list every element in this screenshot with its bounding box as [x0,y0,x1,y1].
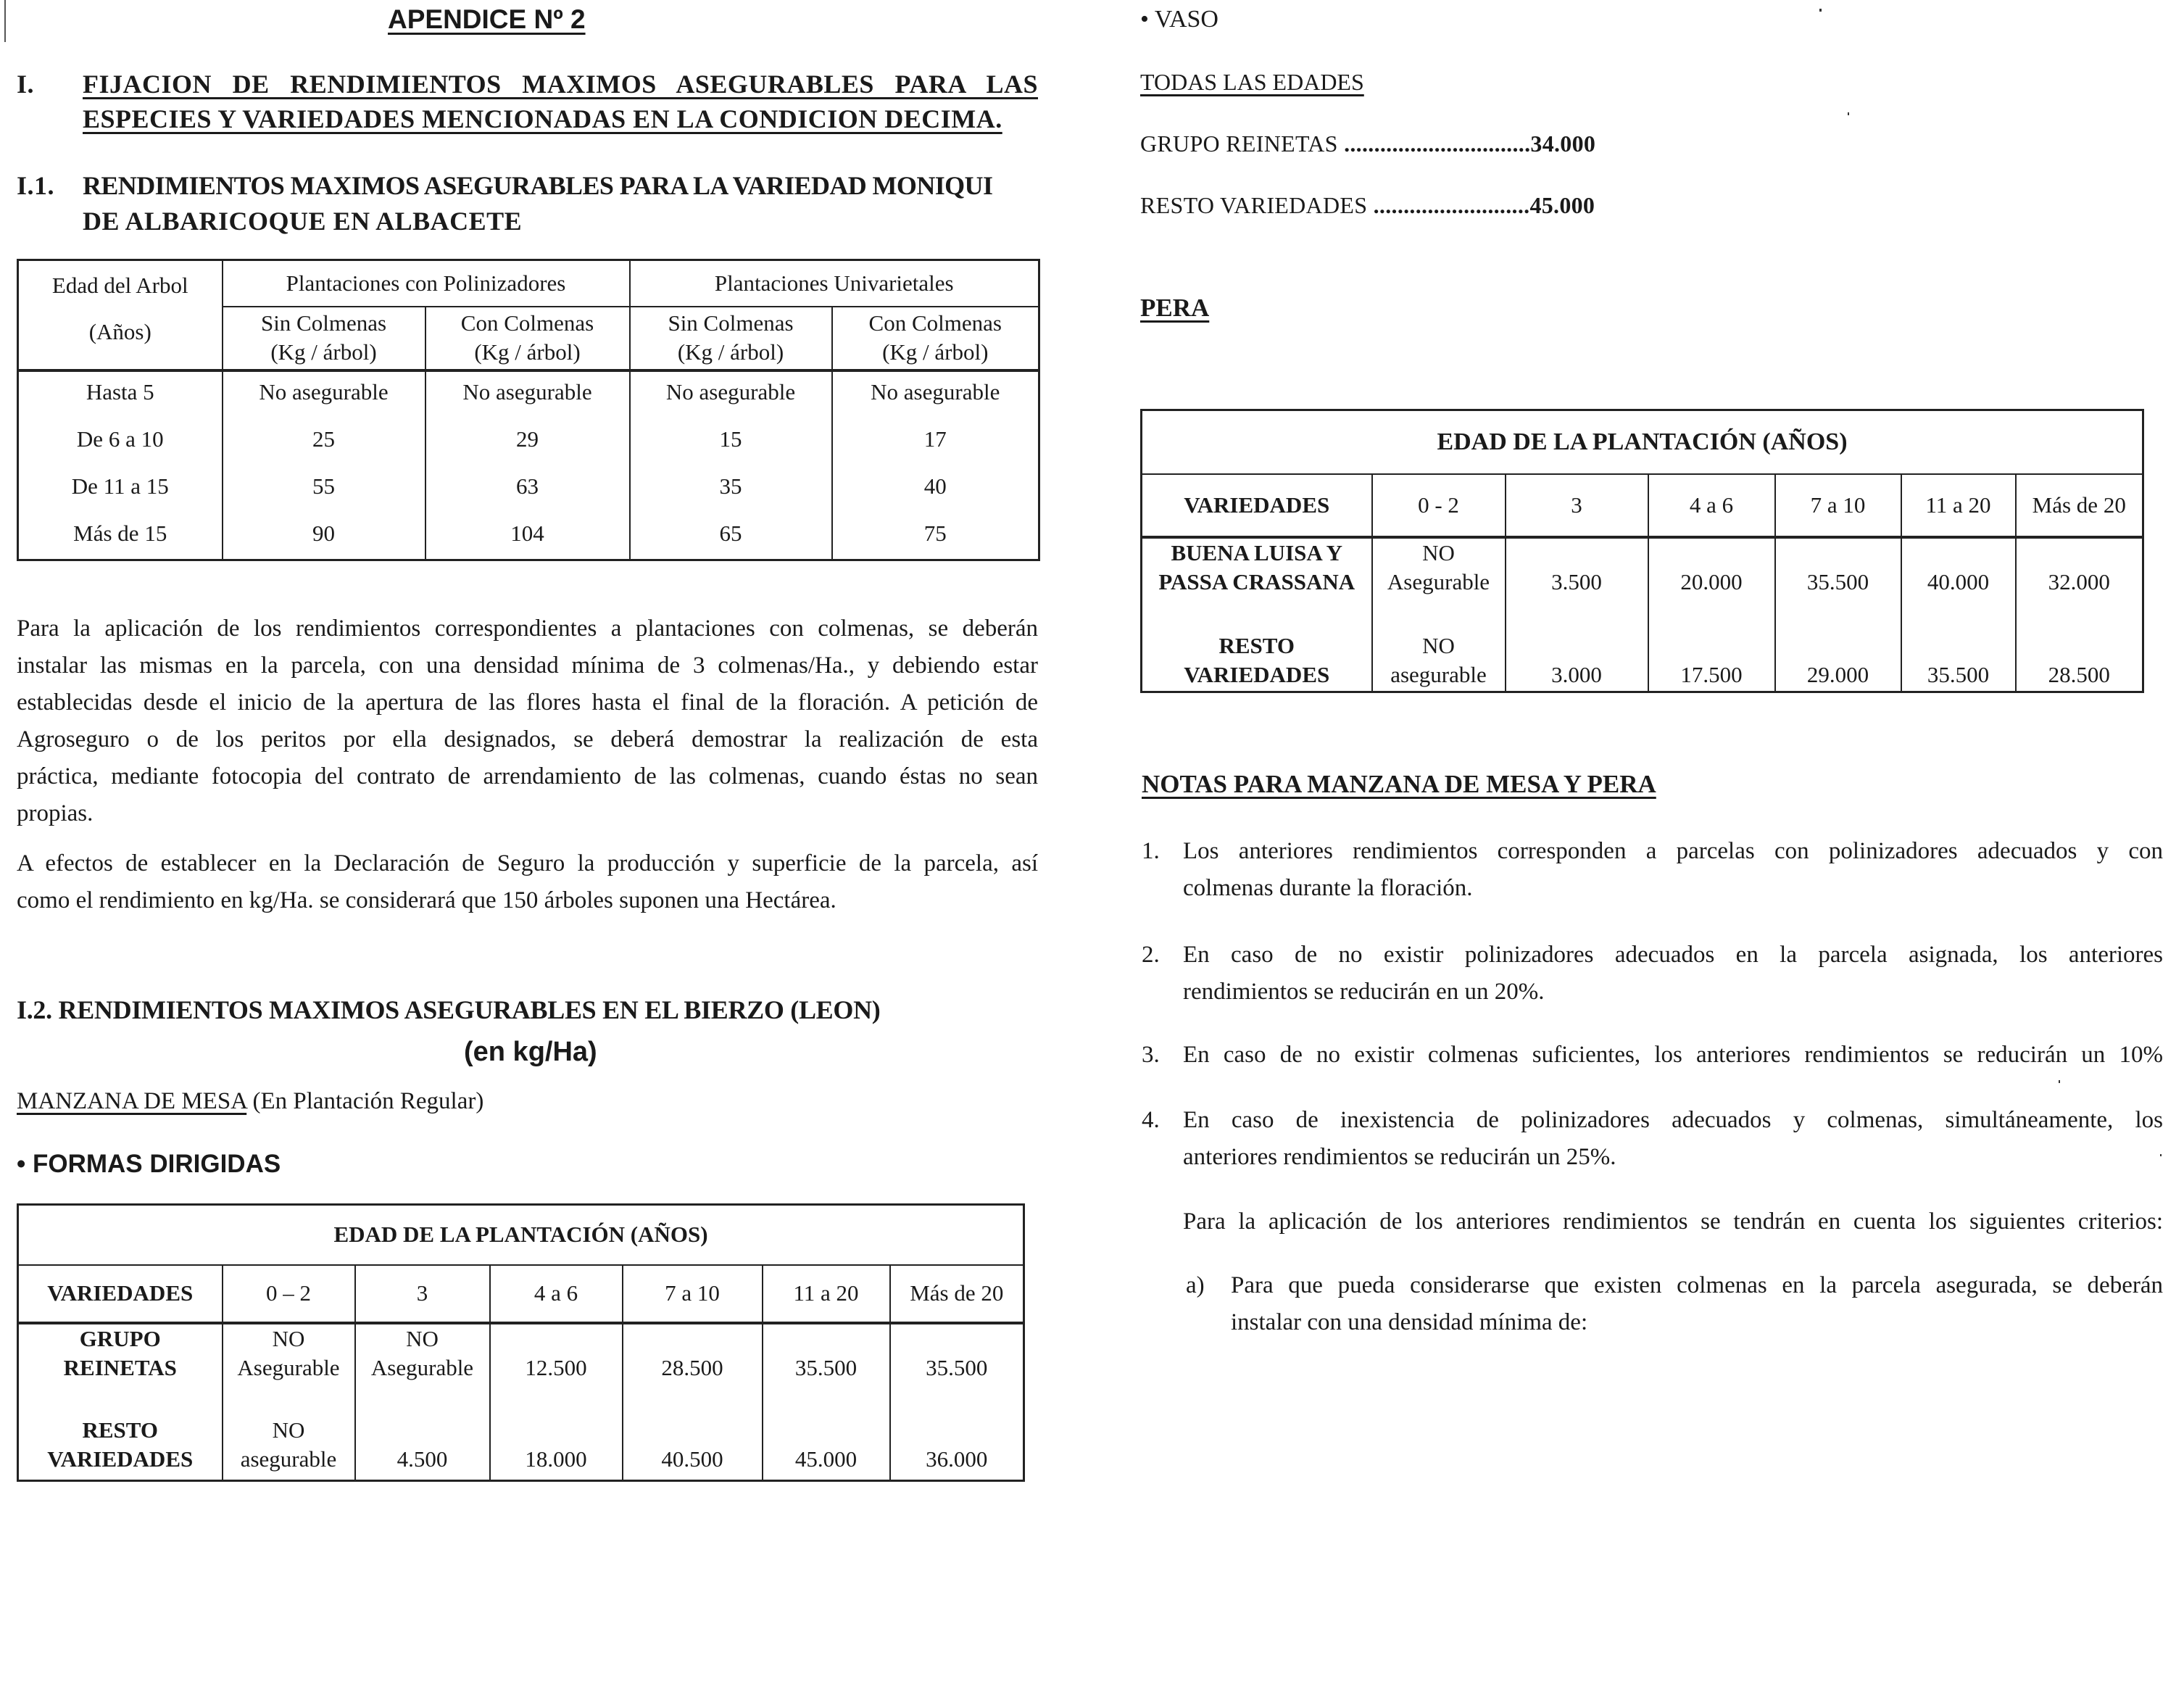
column-header: 11 a 20 [1901,474,2016,537]
value-line: NO [1422,632,1455,658]
value-line: 12.500 [525,1354,587,1380]
value-line: 3.000 [1551,661,1602,687]
sub-header [832,307,1039,370]
value-column [355,1323,490,1481]
note-1 [1183,833,2163,907]
value-column [763,1323,890,1481]
speck [1848,112,1849,115]
value-line: 35.500 [926,1354,988,1380]
section-I-title-line1 [83,69,1038,99]
sub-header-line1: Sin Colmenas [668,310,794,336]
dot-leader: ............................... [1344,130,1531,157]
pera-heading: PERA [1140,294,1210,322]
value-line: NO [272,1417,305,1443]
notas-heading: NOTAS PARA MANZANA DE MESA Y PERA [1142,770,1656,798]
column-header: VARIEDADES [18,1265,223,1323]
sub-header-line1: Con Colmenas [868,310,1002,336]
value-line [491,1324,622,1353]
section-I2-unit: (en kg/Ha) [464,1037,597,1067]
column-header: Más de 20 [890,1265,1024,1323]
column-header: 0 – 2 [223,1265,355,1323]
criteria-a [1231,1267,2163,1341]
value-line: 35.500 [1806,568,1869,594]
column-header: 4 a 6 [490,1265,623,1323]
variety-line: BUENA LUISA Y [1171,539,1343,565]
value-cell: 104 [510,520,544,546]
value-line: 4.500 [396,1446,448,1472]
value-line: 17.500 [1680,661,1743,687]
value-line: 35.500 [1927,661,1990,687]
manzana-heading: MANZANA DE MESA [17,1088,247,1114]
sub-header-line2: (Kg / árbol) [677,339,784,365]
criteria-intro-line: Para la aplicación de los anteriores rendimientos se tendrán en cuenta los siguientes criterios: [1183,1208,2163,1235]
value-column [890,1323,1024,1481]
column-header: 7 a 10 [623,1265,763,1323]
sub-header [223,307,425,370]
value-line: 32.000 [2048,568,2110,594]
paragraph-line: Para la aplicación de los rendimientos correspondientes a plantaciones con colmenas, se deberán [17,615,1038,642]
value-line [1506,539,1648,568]
paragraph-line: propias. [17,800,94,826]
age-cell: De 11 a 15 [71,473,169,499]
column-header: VARIEDADES [1142,474,1372,537]
value-line: NO [1422,539,1455,565]
value-column [490,1323,623,1481]
value-cell: 25 [312,426,335,452]
value-line [1776,631,1901,660]
section-I1-title-line2: DE ALBARICOQUE EN ALBACETE [83,207,523,236]
value-line: 18.000 [525,1446,587,1472]
value-column [630,370,832,560]
value-cell: 40 [923,473,947,499]
value-cell: 17 [923,426,947,452]
formas-dirigidas-heading: • FORMAS DIRIGIDAS [17,1150,281,1178]
value-line [763,1416,889,1445]
sub-header-line2: (Kg / árbol) [474,339,581,365]
value-cell: 29 [516,426,539,452]
manzana-heading-row [17,1083,483,1119]
formas-dirigidas-table [17,1203,1025,1482]
note-line: anteriores rendimientos se reducirán un 25%. [1183,1144,1616,1170]
value-line [623,1416,762,1445]
value-line [1506,631,1648,660]
value-line [2017,539,2143,568]
section-I1-number: I.1. [17,171,55,200]
value-cell: 65 [719,520,742,546]
criteria-line: instalar con una densidad mínima de: [1231,1309,1588,1335]
value-cell: 90 [312,520,335,546]
value-line [356,1416,489,1445]
variety-line: GRUPO [79,1325,161,1351]
note-number: 2. [1142,942,1160,968]
note-3 [1183,1037,2163,1074]
variety-line: REINETAS [63,1354,177,1380]
value-line [891,1416,1024,1445]
value-line: 29.000 [1806,661,1869,687]
note-line: rendimientos se reducirán en un 20%. [1183,979,1545,1005]
value-cell: No asegurable [462,378,592,405]
note-number: 4. [1142,1107,1160,1133]
value-line: 28.500 [661,1354,723,1380]
value-column [223,370,425,560]
age-cell: De 6 a 10 [76,426,164,452]
vaso-row-resto-variedades [1140,192,1595,219]
column-header: 4 a 6 [1648,474,1775,537]
section-I-number: I. [17,70,35,99]
value-column [623,1323,763,1481]
vaso-row-value: 34.000 [1530,130,1596,157]
value-line [1776,539,1901,568]
column-header: 3 [355,1265,490,1323]
pera-yield-table [1140,409,2144,693]
section-I1-title-line1: RENDIMIENTOS MAXIMOS ASEGURABLES PARA LA VARIEDAD MONIQUI [83,171,993,200]
value-line [1649,539,1774,568]
value-line: asegurable [240,1446,337,1472]
sub-header-line1: Con Colmenas [460,310,594,336]
value-column [1648,537,1775,692]
value-cell: 35 [719,473,742,499]
value-line: Asegurable [370,1354,474,1380]
note-number: 1. [1142,838,1160,864]
value-column [223,1323,355,1481]
value-line: 3.500 [1551,568,1602,594]
value-cell: 55 [312,473,335,499]
speck [1819,9,1822,12]
variety-line: VARIEDADES [47,1446,194,1472]
value-line [2017,631,2143,660]
column-header: 0 - 2 [1372,474,1506,537]
table-body-row [1142,537,2143,692]
value-line [1649,631,1774,660]
column-header: Más de 20 [2016,474,2143,537]
variety-column [18,1323,223,1481]
group-header-polinizadores: Plantaciones con Polinizadores [223,260,630,307]
criteria-intro [1183,1203,2163,1240]
paragraph-line: instalar las mismas en la parcela, con una densidad mínima de 3 colmenas/Ha., y debiendo estar [17,652,1038,679]
vaso-row-grupo-reinetas [1140,130,1595,157]
table-body-row [18,1323,1024,1481]
note-line: colmenas durante la floración. [1183,875,1473,901]
value-line [623,1324,762,1353]
value-column [425,370,630,560]
table-body-row [18,370,1039,560]
value-column [1901,537,2016,692]
sub-header [425,307,630,370]
age-header-line1: Edad del Arbol [51,273,188,298]
paragraph-line: A efectos de establecer en la Declaración de Seguro la producción y superficie de la parcela, así [17,850,1038,876]
vaso-row-label: RESTO VARIEDADES [1140,192,1368,218]
sub-header-line1: Sin Colmenas [260,310,387,336]
value-column [2016,537,2143,692]
variety-line: PASSA CRASSANA [1158,568,1355,594]
value-line: NO [272,1325,305,1351]
paragraph-line: como el rendimiento en kg/Ha. se considerará que 150 árboles suponen una Hectárea. [17,887,836,913]
value-cell: 63 [516,473,539,499]
sub-header-line2: (Kg / árbol) [882,339,989,365]
paragraph-line: establecidas desde el inicio de la apertura de las flores hasta el final de la floración. A petición de [17,689,1038,716]
value-line: 35.500 [794,1354,858,1380]
formas-table-title: EDAD DE LA PLANTACIÓN (AÑOS) [18,1205,1024,1265]
value-line [1902,539,2015,568]
dot-leader: .......................... [1373,192,1530,218]
value-cell: 75 [923,520,947,546]
column-header: 3 [1506,474,1648,537]
note-line: En caso de inexistencia de polinizadores adecuados y colmenas, simultáneamente, los [1183,1107,2163,1133]
note-line: En caso de no existir polinizadores adecuados en la parcela asignada, los anteriores [1183,942,2163,968]
column-header: 7 a 10 [1775,474,1901,537]
section-I-title-line2: ESPECIES Y VARIEDADES MENCIONADAS EN LA CONDICION DECIMA. [83,104,1002,133]
age-column [18,370,223,560]
vaso-heading: • VASO [1140,6,1218,33]
speck [2059,1080,2060,1083]
sub-header [630,307,832,370]
value-line: NO [406,1325,439,1351]
paragraph-line: práctica, mediante fotocopia del contrato de arrendamiento de las colmenas, cuando éstas no sean [17,763,1038,789]
value-column [1506,537,1648,692]
sub-header-line2: (Kg / árbol) [270,339,377,365]
age-cell: Hasta 5 [86,378,154,405]
criteria-line: Para que pueda considerarse que existen colmenas en la parcela asegurada, se deberán [1231,1272,2163,1298]
value-cell: 15 [719,426,742,452]
value-line: Asegurable [237,1354,340,1380]
section-I-line1-text: FIJACION DE RENDIMIENTOS MAXIMOS ASEGURABLES PARA LAS [83,70,1038,99]
variety-line: RESTO [1218,632,1295,658]
note-number: 3. [1142,1042,1160,1068]
manzana-subtitle: (En Plantación Regular) [252,1088,484,1114]
value-column [1775,537,1901,692]
hectarea-paragraph [17,845,1038,919]
value-line: 45.000 [794,1446,858,1472]
value-cell: No asegurable [871,378,1000,405]
value-line: 36.000 [926,1446,988,1472]
value-line: 28.500 [2048,661,2110,687]
value-line [763,1324,889,1353]
value-line [491,1416,622,1445]
value-cell: No asegurable [665,378,796,405]
colmenas-paragraph [17,610,1038,832]
column-header: 11 a 20 [763,1265,890,1323]
note-line: En caso de no existir colmenas suficientes, los anteriores rendimientos se reducirán un 10% [1183,1042,2163,1068]
variety-line: RESTO [82,1417,159,1443]
value-line: asegurable [1390,661,1487,687]
age-cell: Más de 15 [73,520,167,546]
value-cell: No asegurable [259,378,389,405]
variety-line: VARIEDADES [1184,661,1330,687]
value-line: 20.000 [1680,568,1743,594]
paragraph-line: Agroseguro o de los peritos por ella designados, se deberá demostrar la realización de esta [17,726,1038,752]
vaso-row-label: GRUPO REINETAS [1140,130,1338,157]
note-line: Los anteriores rendimientos corresponden a parcelas con polinizadores adecuados y con [1183,838,2163,864]
value-column [832,370,1039,560]
margin-mark [4,0,6,42]
note-4 [1183,1102,2163,1176]
value-line [1902,631,2015,660]
value-line: 40.000 [1927,568,1990,594]
note-2 [1183,937,2163,1011]
todas-las-edades-heading: TODAS LAS EDADES [1140,69,1364,95]
value-column [1372,537,1506,692]
age-header-line2: (Años) [88,319,151,344]
appendix-title: APENDICE Nº 2 [388,4,586,34]
section-I2-title: I.2. RENDIMIENTOS MAXIMOS ASEGURABLES EN EL BIERZO (LEON) [17,995,881,1024]
criteria-letter: a) [1186,1272,1205,1298]
vaso-row-value: 45.000 [1529,192,1595,218]
albaricoque-yield-table [17,259,1040,561]
group-header-univarietales: Plantaciones Univarietales [630,260,1039,307]
pera-table-title: EDAD DE LA PLANTACIÓN (AÑOS) [1142,410,2143,474]
value-line: 40.500 [661,1446,723,1472]
value-line: Asegurable [1387,568,1490,594]
value-line [891,1324,1024,1353]
age-header [18,260,223,370]
variety-column [1142,537,1372,692]
